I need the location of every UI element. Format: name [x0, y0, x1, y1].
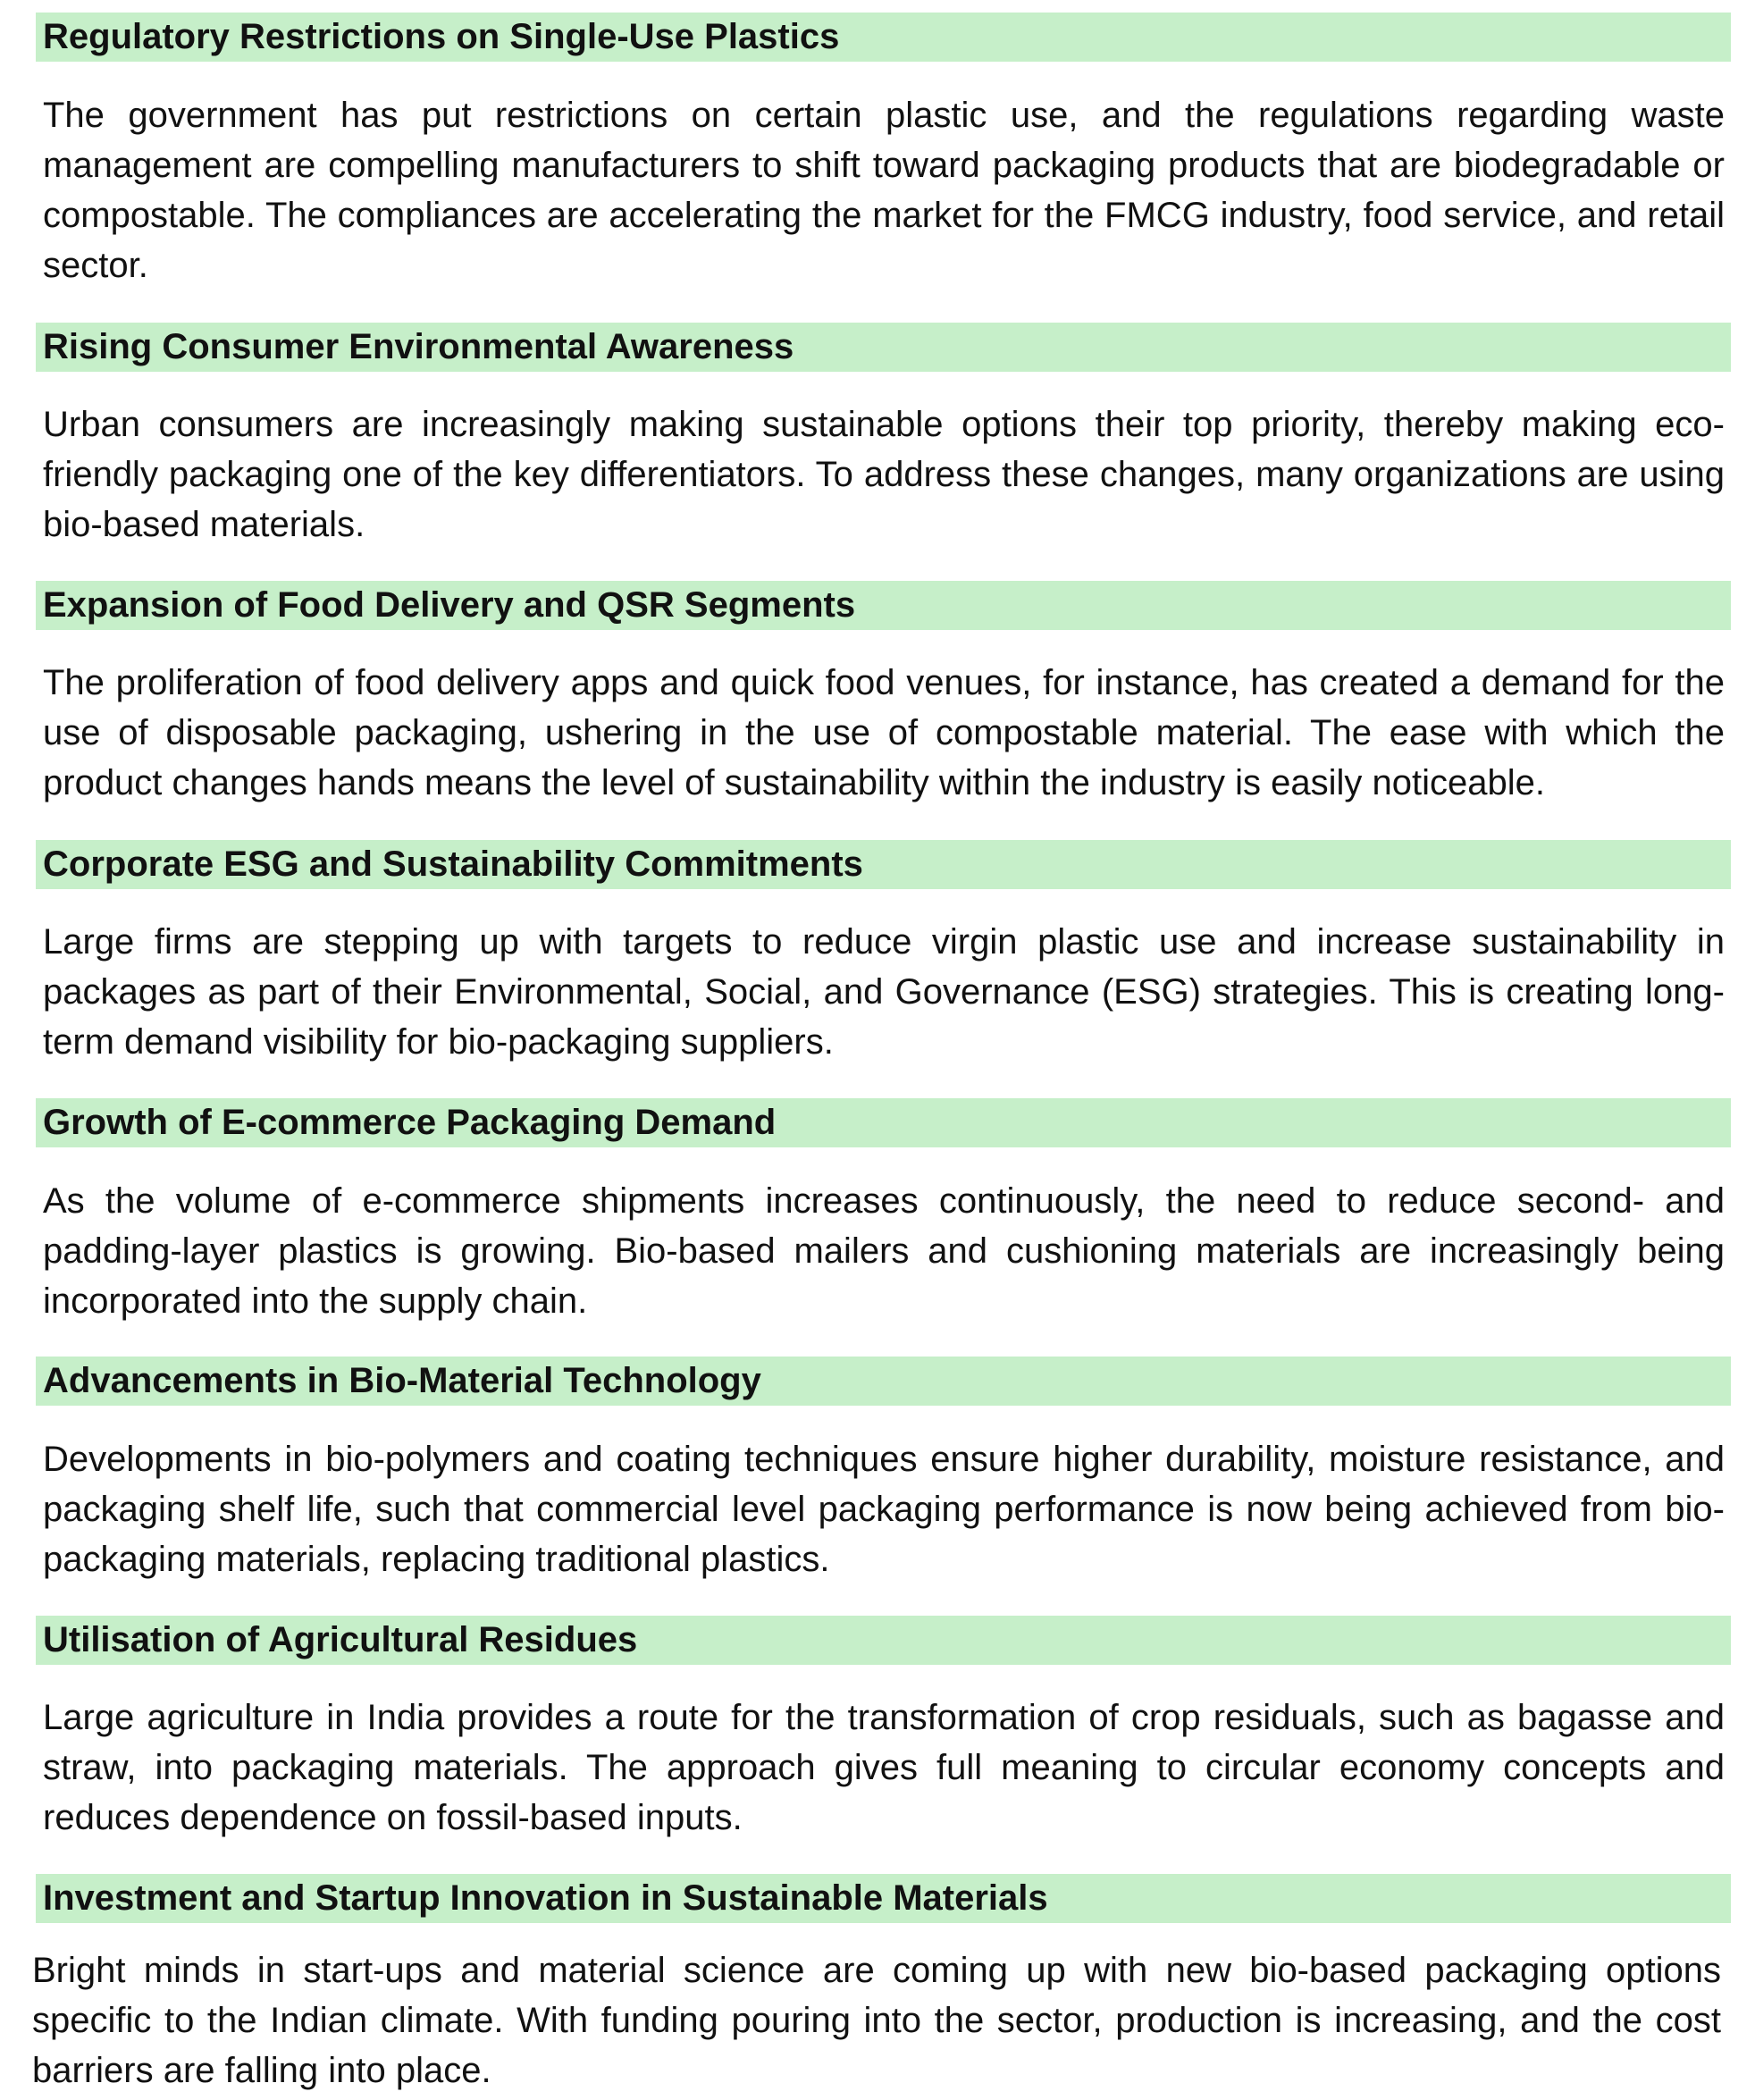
heading-agricultural-residues: Utilisation of Agricultural Residues: [36, 1616, 1731, 1665]
paragraph-consumer-awareness: Urban consumers are increasingly making sustainable options their top priority, thereby making eco-friendly packaging one of the key differentiators. To address these changes, many organizations are using bio-based materials.: [43, 405, 1725, 544]
paragraph-bio-material-tech: Developments in bio-polymers and coating techniques ensure higher durability, moisture resistance, and packaging shelf life, such that commercial level packaging performance is now being achieved from bio-packaging materials, replacing traditional plastics.: [43, 1440, 1725, 1579]
paragraph-startup-innovation: Bright minds in start-ups and material science are coming up with new bio-based packaging options specific to the Indian climate. With funding pouring into the sector, production is increasing, and the cost barriers are falling into place.: [32, 1951, 1721, 2090]
heading-corporate-esg: Corporate ESG and Sustainability Commitments: [36, 840, 1731, 889]
heading-bio-material-tech: Advancements in Bio-Material Technology: [36, 1357, 1731, 1406]
paragraph-food-delivery: The proliferation of food delivery apps and quick food venues, for instance, has created a demand for the use of disposable packaging, ushering in the use of compostable material. The ease with which the product changes hands means the level of sustainability within the industry is easily noticeable.: [43, 663, 1725, 802]
heading-food-delivery: Expansion of Food Delivery and QSR Segments: [36, 581, 1731, 630]
heading-startup-innovation: Investment and Startup Innovation in Sustainable Materials: [36, 1874, 1731, 1923]
heading-regulatory-restrictions: Regulatory Restrictions on Single-Use Plastics: [36, 13, 1731, 62]
heading-consumer-awareness: Rising Consumer Environmental Awareness: [36, 323, 1731, 372]
heading-ecommerce-growth: Growth of E-commerce Packaging Demand: [36, 1098, 1731, 1147]
paragraph-corporate-esg: Large firms are stepping up with targets to reduce virgin plastic use and increase sustainability in packages as part of their Environmental, Social, and Governance (ESG) strategies. This is creating long-term demand visibility for bio-packaging suppliers.: [43, 922, 1725, 1062]
paragraph-agricultural-residues: Large agriculture in India provides a route for the transformation of crop residuals, such as bagasse and straw, into packaging materials. The approach gives full meaning to circular economy concepts and reduces dependence on fossil-based inputs.: [43, 1698, 1725, 1837]
paragraph-regulatory-restrictions: The government has put restrictions on certain plastic use, and the regulations regarding waste management are compelling manufacturers to shift toward packaging products that are biodegradable or compostable. The compliances are accelerating the market for the FMCG industry, food service, and retail sector.: [43, 96, 1725, 285]
paragraph-ecommerce-growth: As the volume of e-commerce shipments increases continuously, the need to reduce second- and padding-layer plastics is growing. Bio-based mailers and cushioning materials are increasingly being incorporated into the supply chain.: [43, 1181, 1725, 1321]
